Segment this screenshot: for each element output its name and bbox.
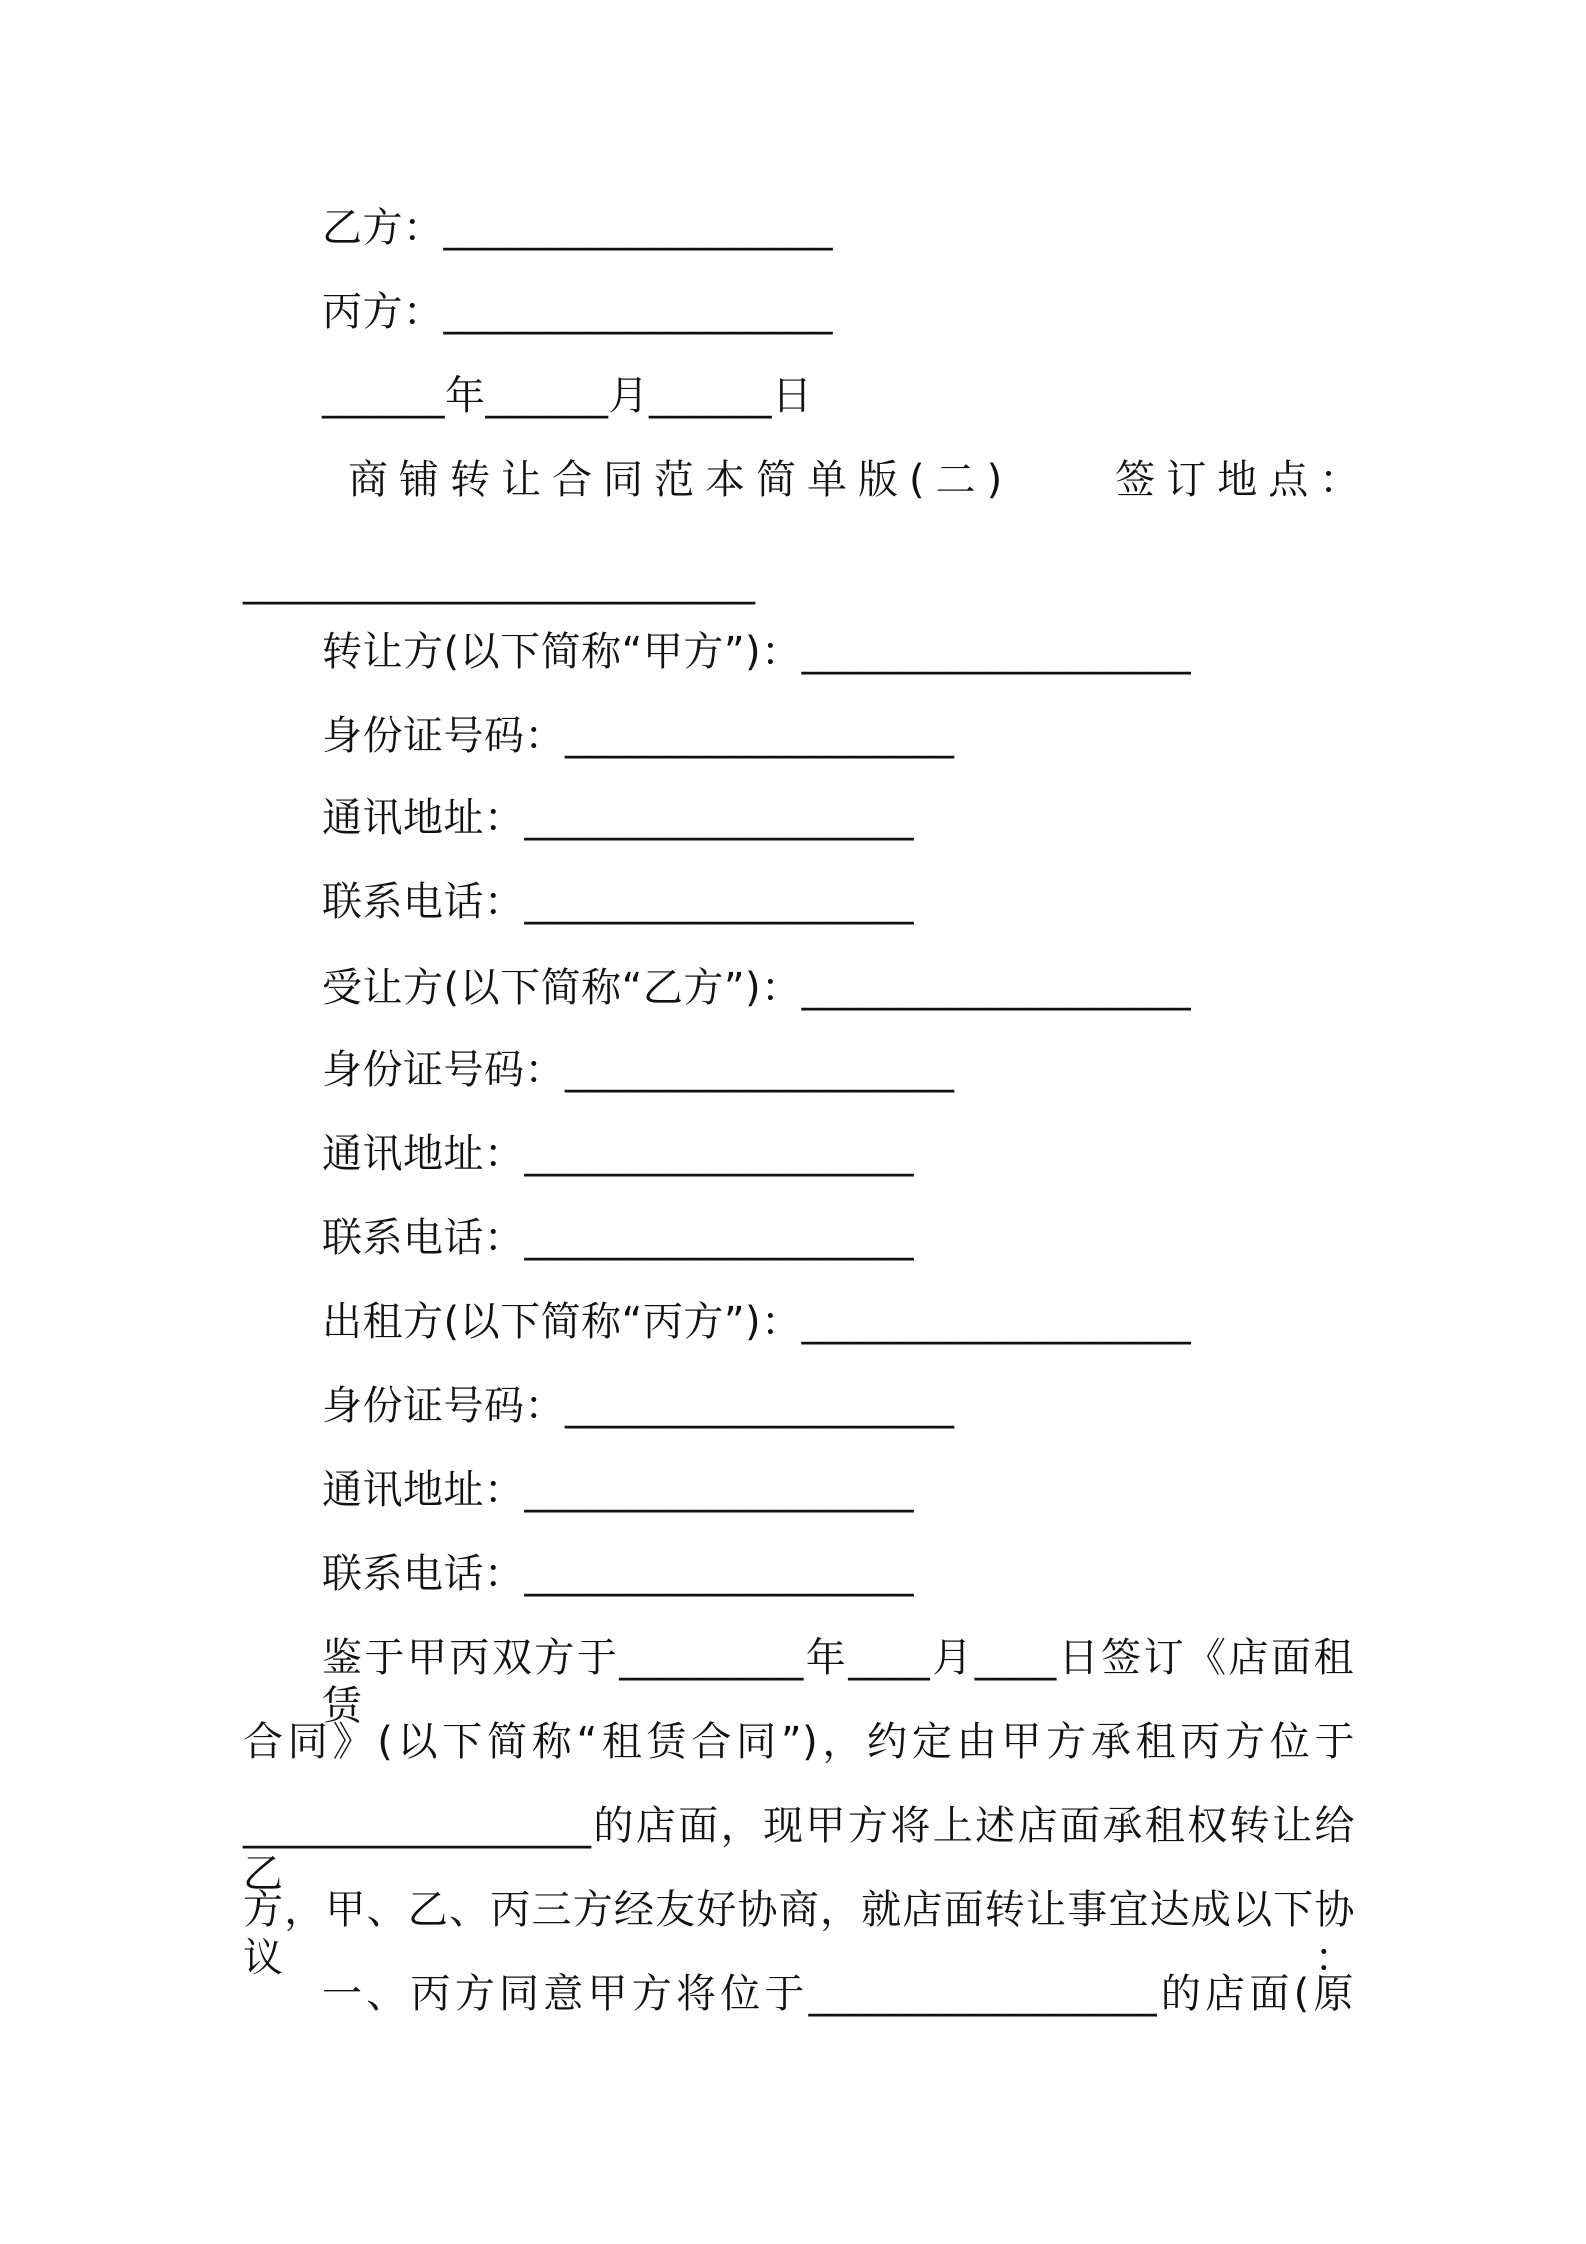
signing-location-blank: _________________________ — [243, 559, 756, 605]
party-c-signature-line: 丙方：___________________ — [322, 289, 833, 335]
transferee-address-line: 通讯地址：___________________ — [322, 1131, 914, 1177]
lessor-id-line: 身份证号码：___________________ — [322, 1383, 955, 1429]
lessor-phone-line: 联系电话：___________________ — [322, 1551, 914, 1597]
transferor-phone-line: 联系电话：___________________ — [322, 879, 914, 925]
preamble-line-1: 鉴于甲丙双方于_________年____月____日签订《店面租赁 — [322, 1635, 1354, 1729]
transferor-id-line: 身份证号码：___________________ — [322, 713, 955, 759]
transferee-id-line: 身份证号码：___________________ — [322, 1047, 955, 1093]
transferor-line: 转让方(以下简称“甲方”)：___________________ — [322, 629, 1192, 675]
lessor-line: 出租方(以下简称“丙方”)：___________________ — [322, 1299, 1192, 1345]
transferee-line: 受让方(以下简称“乙方”)：___________________ — [322, 965, 1192, 1011]
contract-title-and-location: 商铺转让合同范本简单版(二) 签订地点： — [348, 457, 1371, 503]
signing-date-line: ______年______月______日 — [322, 373, 813, 419]
transferor-address-line: 通讯地址：___________________ — [322, 795, 914, 841]
party-b-signature-line: 乙方：___________________ — [322, 205, 833, 251]
clause-1-line: 一、丙方同意甲方将位于_________________的店面(原 — [322, 1971, 1354, 2017]
lessor-address-line: 通讯地址：___________________ — [322, 1467, 914, 1513]
preamble-line-4: 方，甲、乙、丙三方经友好协商，就店面转让事宜达成以下协议： — [243, 1887, 1355, 1981]
transferee-phone-line: 联系电话：___________________ — [322, 1215, 914, 1261]
preamble-line-3: _________________的店面，现甲方将上述店面承租权转让给乙 — [243, 1803, 1355, 1897]
preamble-line-2: 合同》(以下简称“租赁合同”)，约定由甲方承租丙方位于 — [243, 1719, 1355, 1765]
